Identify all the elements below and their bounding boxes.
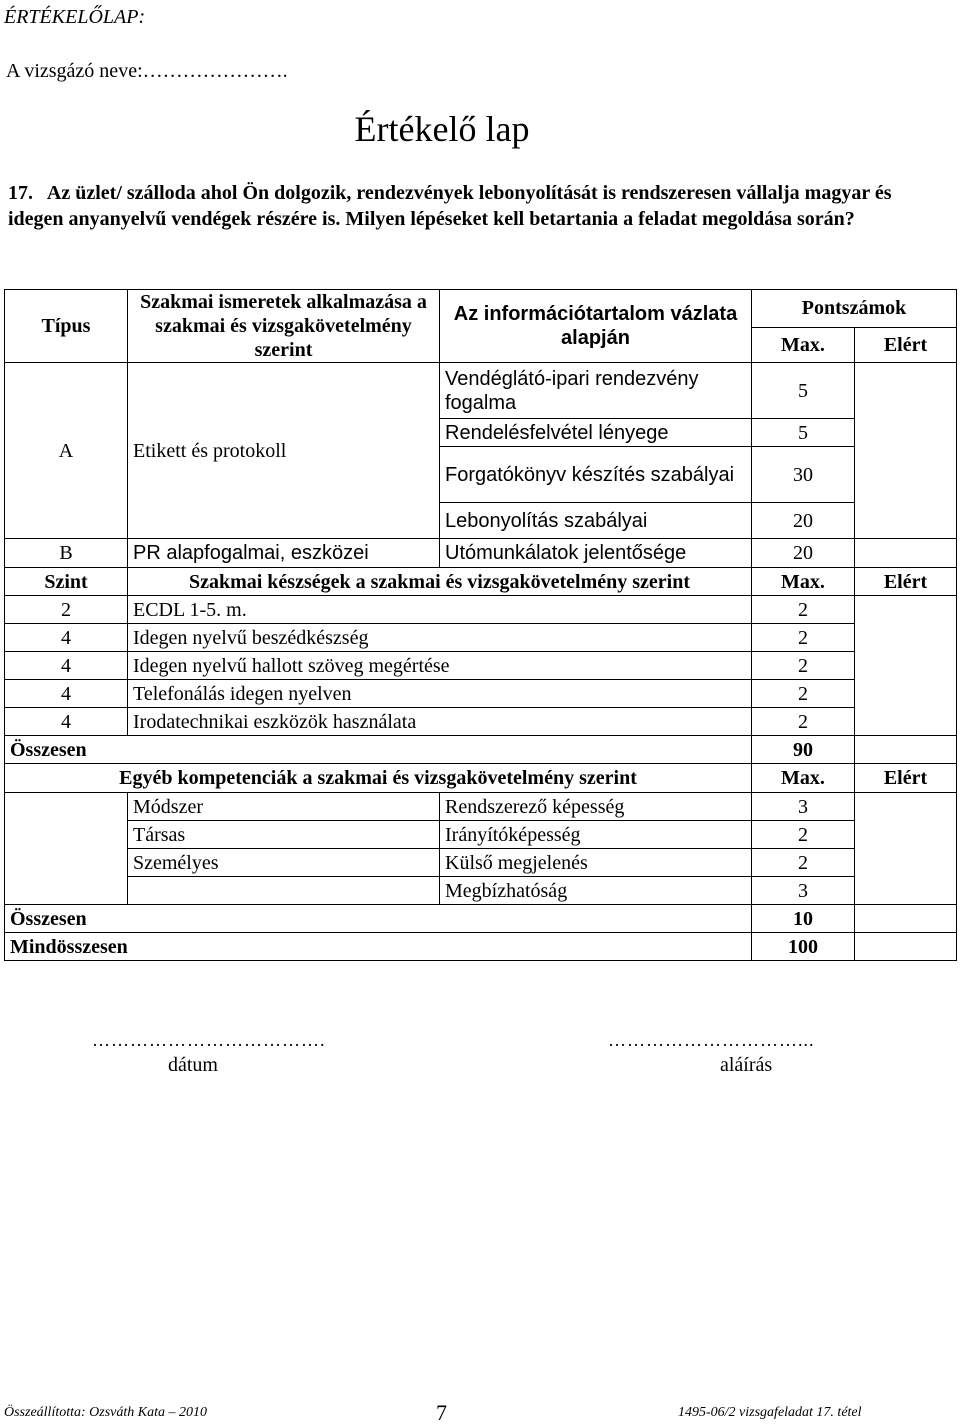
skill-level: 4	[5, 624, 128, 652]
other-text: Irányítóképesség	[440, 821, 752, 849]
other-elert-header: Elért	[855, 764, 957, 793]
grand-total-row	[5, 933, 957, 961]
other-text: Külső megjelenés	[440, 849, 752, 877]
other-max: 3	[752, 793, 855, 821]
table-row	[5, 596, 957, 624]
skills-total-value: 90	[752, 736, 855, 764]
skill-max: 2	[752, 596, 855, 624]
header-max: Max.	[752, 327, 855, 362]
group-a-max: 20	[752, 503, 855, 539]
skill-text: Telefonálás idegen nyelven	[128, 680, 752, 708]
examinee-name-line: A vizsgázó neve:………………….	[6, 60, 288, 82]
sheet-header-title: ÉRTÉKELŐLAP:	[4, 6, 146, 28]
other-max: 3	[752, 877, 855, 905]
skill-max: 2	[752, 708, 855, 736]
other-total-label: Összesen	[5, 905, 752, 933]
skills-max-header: Max.	[752, 568, 855, 596]
other-total-row	[5, 905, 957, 933]
group-b-item: Utómunkálatok jelentősége	[440, 539, 752, 568]
group-a-topic: Etikett és protokoll	[128, 363, 440, 539]
page-title: Értékelő lap	[354, 109, 530, 149]
group-a-max: 30	[752, 447, 855, 503]
table-row	[5, 624, 957, 652]
other-blank-cell	[5, 793, 128, 821]
footer-reference: 1495-06/2 vizsgafeladat 17. tétel	[678, 1405, 862, 1420]
header-szakmai: Szakmai ismeretek alkalmazása a szakmai és vizsgakövetelmény szerint	[128, 290, 440, 363]
table-row	[5, 877, 957, 905]
header-tipus: Típus	[5, 290, 128, 363]
other-text: Megbízhatóság	[440, 877, 752, 905]
task-question	[8, 180, 908, 232]
skills-level-header: Szint	[5, 568, 128, 596]
footer-author: Összeállította: Ozsváth Kata – 2010	[4, 1405, 208, 1420]
signature-label: aláírás	[720, 1054, 773, 1076]
skill-text: ECDL 1-5. m.	[128, 596, 752, 624]
other-total-value: 10	[752, 905, 855, 933]
other-max: 2	[752, 849, 855, 877]
table-row	[5, 652, 957, 680]
skill-max: 2	[752, 624, 855, 652]
header-elert: Elért	[855, 327, 957, 362]
grand-total-value: 100	[752, 933, 855, 961]
table-header-row	[5, 290, 957, 328]
header-info: Az információtartalom vázlata alapján	[440, 290, 752, 363]
grand-total-label: Mindösszesen	[5, 933, 752, 961]
group-b-topic: PR alapfogalmai, eszközei	[128, 539, 440, 568]
skills-header-row	[5, 568, 957, 596]
table-row	[5, 821, 957, 849]
table-row	[5, 680, 957, 708]
skill-max: 2	[752, 680, 855, 708]
other-elert-cell	[855, 793, 957, 905]
question-text: Az üzlet/ szálloda ahol Ön dolgozik, rendezvények lebonyolítását is rendszeresen vállalja magyar és idegen anyanyelvű vendégek részére is. Milyen lépéseket kell betartania a feladat megoldása során?	[8, 182, 892, 230]
skills-total-label: Összesen	[5, 736, 752, 764]
other-blank-cell	[5, 849, 128, 877]
other-header: Egyéb kompetenciák a szakmai és vizsgakövetelmény szerint	[5, 764, 752, 793]
skills-elert-cell	[855, 596, 957, 736]
group-b-elert-cell	[855, 539, 957, 568]
date-dotted-line: ……………………………….	[92, 1030, 326, 1050]
table-row	[5, 849, 957, 877]
evaluation-table	[4, 289, 957, 961]
skill-level: 4	[5, 652, 128, 680]
group-b-max: 20	[752, 539, 855, 568]
other-blank-cell	[5, 877, 128, 905]
group-a-item: Forgatókönyv készítés szabályai	[440, 447, 752, 503]
other-category: Személyes	[128, 849, 440, 877]
group-a-item: Vendéglátó-ipari rendezvény fogalma	[440, 363, 752, 419]
group-a-type: A	[5, 363, 128, 539]
skill-level: 4	[5, 680, 128, 708]
table-row	[5, 363, 957, 419]
group-a-max: 5	[752, 363, 855, 419]
other-max: 2	[752, 821, 855, 849]
group-a-max: 5	[752, 419, 855, 447]
date-label: dátum	[168, 1054, 218, 1076]
skill-max: 2	[752, 652, 855, 680]
other-category: Módszer	[128, 793, 440, 821]
skills-total-elert-cell	[855, 736, 957, 764]
page-number: 7	[436, 1400, 447, 1425]
signature-dotted-line: …………………………...	[608, 1030, 815, 1050]
question-number: 17.	[8, 182, 33, 204]
other-category	[128, 877, 440, 905]
other-max-header: Max.	[752, 764, 855, 793]
other-text: Rendszerező képesség	[440, 793, 752, 821]
skill-text: Irodatechnikai eszközök használata	[128, 708, 752, 736]
skill-text: Idegen nyelvű hallott szöveg megértése	[128, 652, 752, 680]
skill-level: 2	[5, 596, 128, 624]
other-header-row	[5, 764, 957, 793]
skills-total-row	[5, 736, 957, 764]
other-blank-cell	[5, 821, 128, 849]
group-a-item: Lebonyolítás szabályai	[440, 503, 752, 539]
skill-level: 4	[5, 708, 128, 736]
header-pontszamok: Pontszámok	[752, 290, 957, 328]
grand-total-elert-cell	[855, 933, 957, 961]
skill-text: Idegen nyelvű beszédkészség	[128, 624, 752, 652]
group-b-type: B	[5, 539, 128, 568]
other-total-elert-cell	[855, 905, 957, 933]
table-row	[5, 793, 957, 821]
skills-header: Szakmai készségek a szakmai és vizsgakövetelmény szerint	[128, 568, 752, 596]
table-row	[5, 539, 957, 568]
skills-elert-header: Elért	[855, 568, 957, 596]
table-row	[5, 708, 957, 736]
other-category: Társas	[128, 821, 440, 849]
group-a-item: Rendelésfelvétel lényege	[440, 419, 752, 447]
group-a-elert-cell	[855, 363, 957, 539]
